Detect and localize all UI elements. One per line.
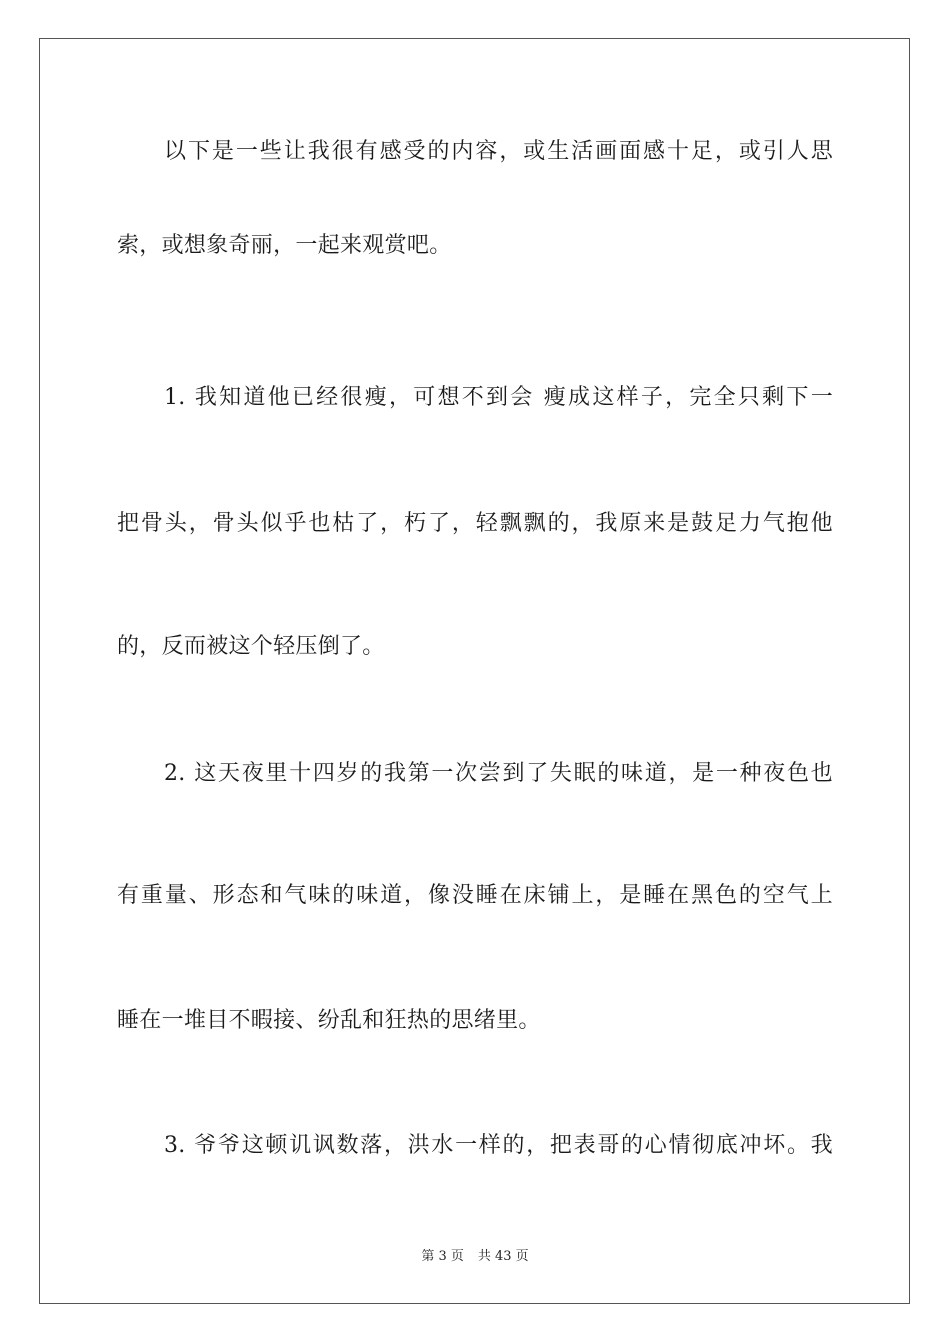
paragraph-3-line-1: 3. 爷爷这顿讥讽数落，洪水一样的，把表哥的心情彻底冲坏。我	[164, 1133, 833, 1158]
paragraph-2-line-2: 有重量、形态和气味的味道，像没睡在床铺上，是睡在黑色的空气上	[117, 883, 833, 908]
page-number: 第 3 页	[421, 1249, 464, 1264]
paragraph-intro-line-2: 索，或想象奇丽，一起来观赏吧。	[117, 233, 452, 258]
paragraph-1-line-3: 的，反而被这个轻压倒了。	[117, 634, 385, 659]
page-border	[39, 38, 910, 1304]
paragraph-2-line-3: 睡在一堆目不暇接、纷乱和狂热的思绪里。	[117, 1008, 541, 1033]
page-total: 共 43 页	[477, 1249, 529, 1264]
paragraph-1-line-2: 把骨头，骨头似乎也枯了，朽了，轻飘飘的，我原来是鼓足力气抱他	[117, 511, 833, 536]
paragraph-1-line-1: 1. 我知道他已经很瘦，可想不到会 瘦成这样子，完全只剩下一	[164, 385, 833, 410]
paragraph-intro-line-1: 以下是一些让我很有感受的内容，或生活画面感十足，或引人思	[164, 139, 833, 164]
page-footer	[0, 1248, 950, 1266]
paragraph-2-line-1: 2. 这天夜里十四岁的我第一次尝到了失眠的味道，是一种夜色也	[164, 761, 833, 786]
